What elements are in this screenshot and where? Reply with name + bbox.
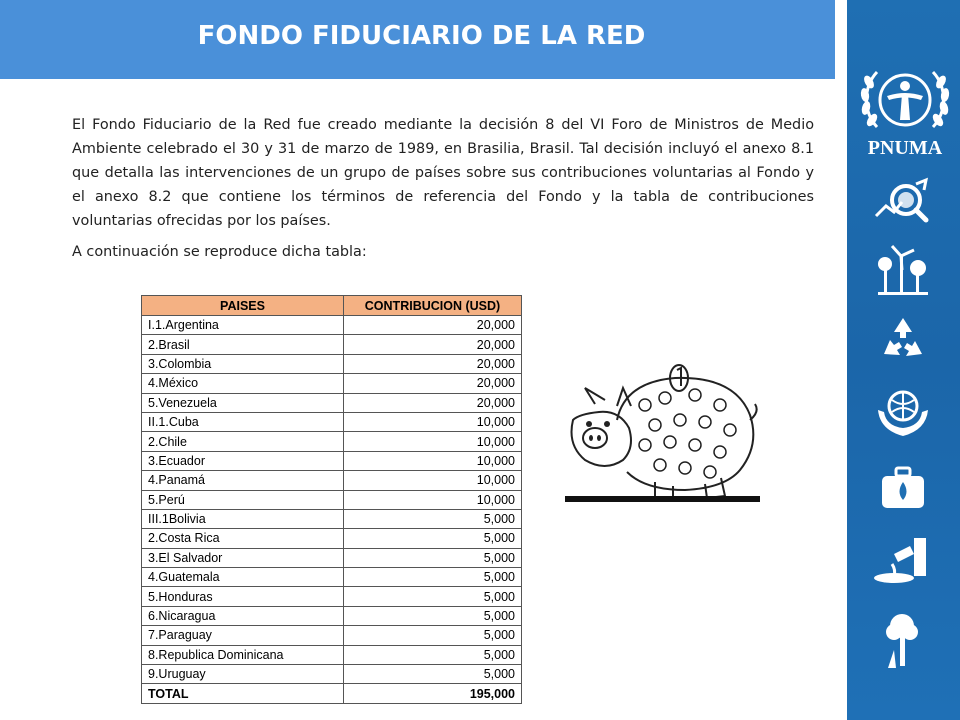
country-cell: 2.Chile <box>142 432 344 451</box>
country-cell: 5.Perú <box>142 490 344 509</box>
amount-cell: 5,000 <box>344 665 522 684</box>
contributions-table <box>141 295 522 704</box>
table-total-row <box>142 684 522 703</box>
total-label-cell: TOTAL <box>142 684 344 703</box>
table-row <box>142 451 522 470</box>
country-cell: 5.Honduras <box>142 587 344 606</box>
amount-cell: 20,000 <box>344 335 522 354</box>
amount-cell: 5,000 <box>344 587 522 606</box>
amount-cell: 5,000 <box>344 568 522 587</box>
country-cell: 5.Venezuela <box>142 393 344 412</box>
amount-cell: 5,000 <box>344 548 522 567</box>
country-cell: 9.Uruguay <box>142 665 344 684</box>
table-row <box>142 529 522 548</box>
amount-cell: 5,000 <box>344 606 522 625</box>
table-row <box>142 587 522 606</box>
logo-text: PNUMA <box>867 137 943 159</box>
country-cell: 2.Brasil <box>142 335 344 354</box>
pnuma-emblem-icon <box>855 62 955 137</box>
table-row <box>142 393 522 412</box>
table-row <box>142 509 522 528</box>
magnifier-globe-icon <box>872 176 934 238</box>
amount-cell: 10,000 <box>344 490 522 509</box>
table-row <box>142 335 522 354</box>
country-cell: 3.Colombia <box>142 354 344 373</box>
wind-turbine-icon <box>872 240 934 302</box>
country-cell: 3.El Salvador <box>142 548 344 567</box>
country-cell: 7.Paraguay <box>142 626 344 645</box>
amount-cell: 5,000 <box>344 645 522 664</box>
table-header-row <box>142 296 522 316</box>
tree-icon <box>872 610 934 672</box>
country-cell: III.1Bolivia <box>142 509 344 528</box>
table-row <box>142 354 522 373</box>
spill-icon <box>872 532 934 594</box>
table-row <box>142 626 522 645</box>
amount-cell: 5,000 <box>344 626 522 645</box>
table-row <box>142 606 522 625</box>
country-cell: 8.Republica Dominicana <box>142 645 344 664</box>
country-cell: 3.Ecuador <box>142 451 344 470</box>
country-cell: I.1.Argentina <box>142 316 344 335</box>
amount-cell: 5,000 <box>344 529 522 548</box>
page-title: FONDO FIDUCIARIO DE LA RED <box>197 21 646 51</box>
hands-globe-icon <box>872 382 934 444</box>
header-paises: PAISES <box>142 296 344 316</box>
country-cell: 2.Costa Rica <box>142 529 344 548</box>
amount-cell: 5,000 <box>344 509 522 528</box>
table-row <box>142 412 522 431</box>
intro-paragraph: El Fondo Fiduciario de la Red fue creado mediante la decisión 8 del VI Foro de Ministros de Medio Ambiente celebrado el 30 y 31 de marzo de 1989, en Brasilia, Brasil. Tal decisión incluyó el anexo 8.1 que detalla las intervenciones de un grupo de países sobre sus contribuciones voluntarias al Fondo y el anexo 8.2 que contiene los términos de referencia del Fondo y la tabla de contribuciones voluntarias ofrecidas por los países. <box>72 117 814 229</box>
country-cell: 4.México <box>142 374 344 393</box>
amount-cell: 10,000 <box>344 471 522 490</box>
amount-cell: 20,000 <box>344 316 522 335</box>
title-bar <box>0 0 835 79</box>
amount-cell: 20,000 <box>344 354 522 373</box>
pnuma-logo <box>855 62 955 172</box>
amount-cell: 10,000 <box>344 451 522 470</box>
amount-cell: 10,000 <box>344 432 522 451</box>
header-contribucion: CONTRIBUCION (USD) <box>344 296 522 316</box>
amount-cell: 10,000 <box>344 412 522 431</box>
country-cell: II.1.Cuba <box>142 412 344 431</box>
recycle-icon <box>872 310 934 372</box>
table-row <box>142 316 522 335</box>
table-row <box>142 645 522 664</box>
table-row <box>142 665 522 684</box>
sidebar <box>847 0 960 720</box>
table-row <box>142 490 522 509</box>
table-row <box>142 432 522 451</box>
piggy-bank-illustration <box>565 360 760 505</box>
table-row <box>142 471 522 490</box>
country-cell: 6.Nicaragua <box>142 606 344 625</box>
country-cell: 4.Guatemala <box>142 568 344 587</box>
amount-cell: 20,000 <box>344 393 522 412</box>
table-row <box>142 548 522 567</box>
intro-text <box>72 113 814 233</box>
country-cell: 4.Panamá <box>142 471 344 490</box>
table-row <box>142 374 522 393</box>
total-amount-cell: 195,000 <box>344 684 522 703</box>
amount-cell: 20,000 <box>344 374 522 393</box>
table-lead-text: A continuación se reproduce dicha tabla: <box>72 244 367 260</box>
briefcase-drop-icon <box>872 458 934 520</box>
table-row <box>142 568 522 587</box>
